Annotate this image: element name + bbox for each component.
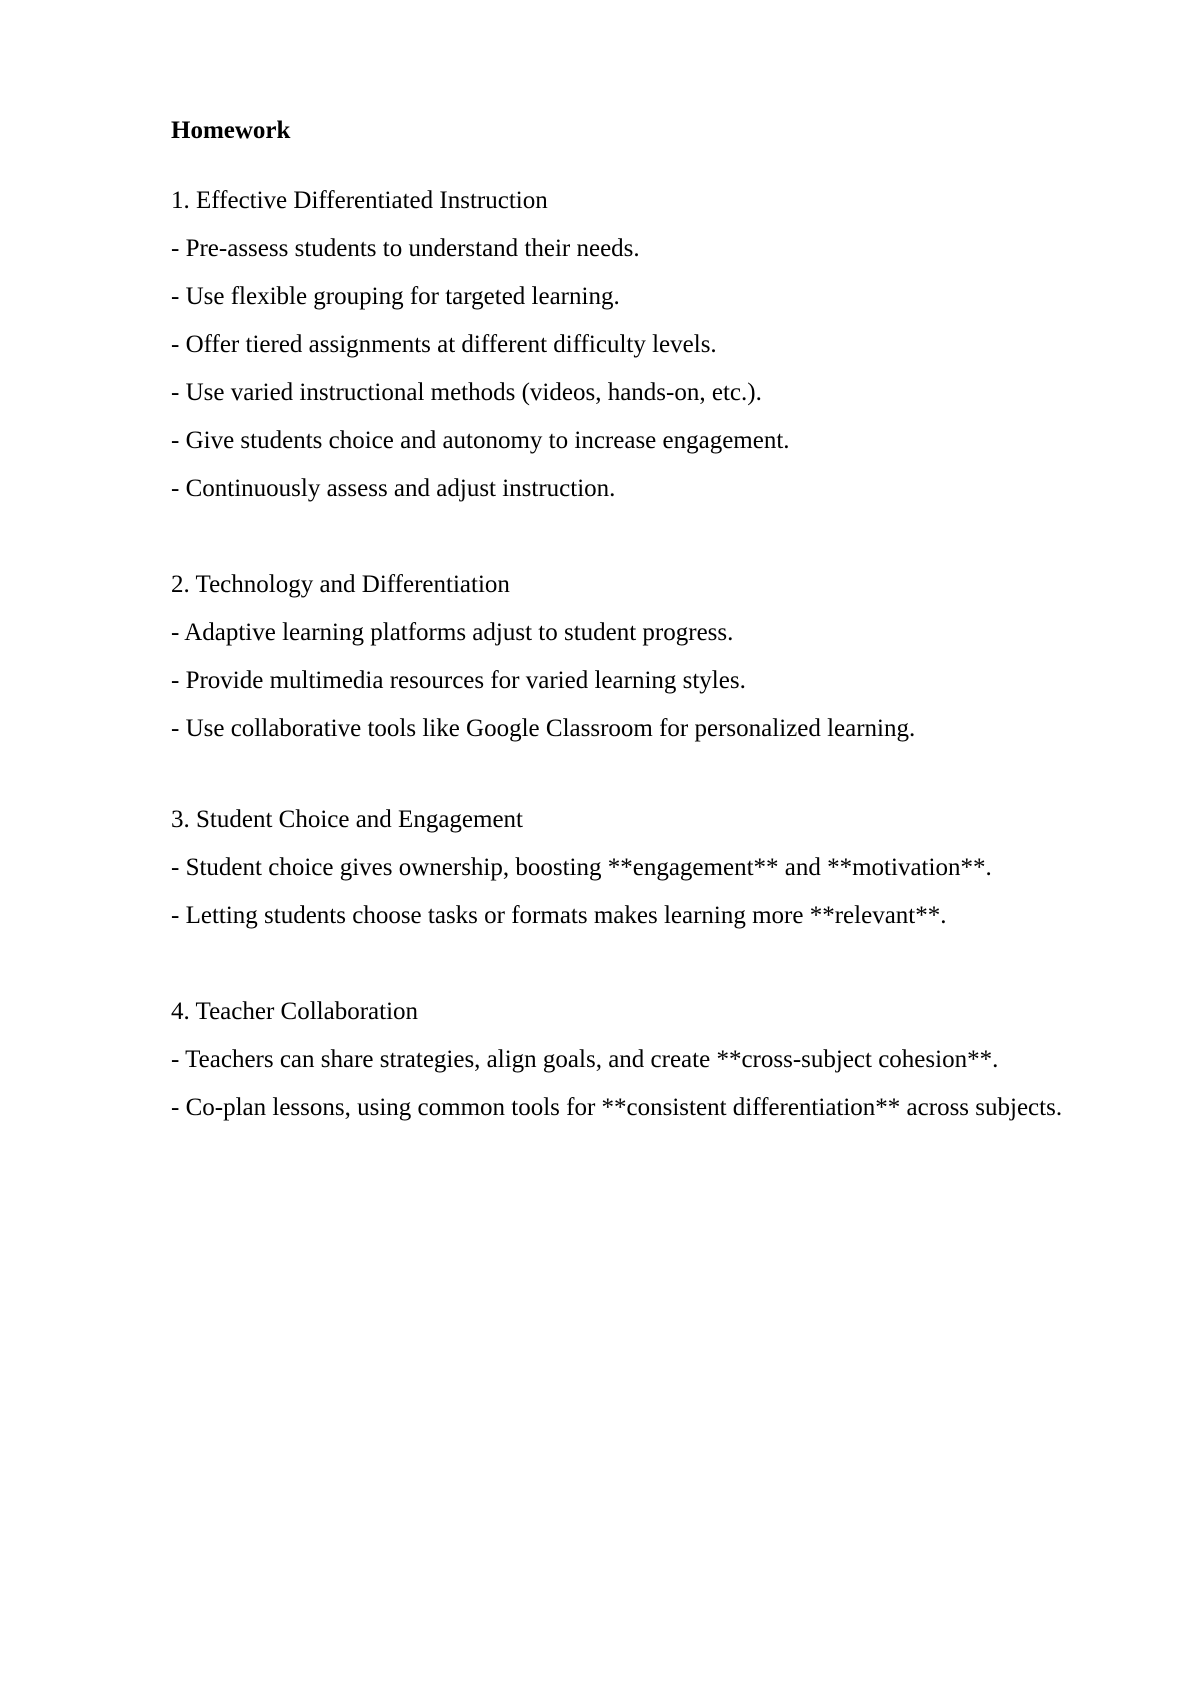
section-heading: 3. Student Choice and Engagement [171, 806, 524, 833]
list-item: - Adaptive learning platforms adjust to student progress. [171, 619, 734, 646]
document-title: Homework [171, 117, 291, 144]
list-item: - Continuously assess and adjust instruction. [171, 475, 616, 502]
list-item: - Co-plan lessons, using common tools for **consistent differentiation** across subjects. [171, 1094, 1063, 1121]
list-item: - Offer tiered assignments at different difficulty levels. [171, 331, 717, 358]
section-heading: 4. Teacher Collaboration [171, 998, 419, 1025]
list-item: - Teachers can share strategies, align goals, and create **cross-subject cohesion**. [171, 1046, 999, 1073]
list-item: - Use flexible grouping for targeted learning. [171, 283, 620, 310]
section-heading: 1. Effective Differentiated Instruction [171, 187, 548, 214]
list-item: - Use collaborative tools like Google Classroom for personalized learning. [171, 715, 916, 742]
list-item: - Use varied instructional methods (videos, hands-on, etc.). [171, 379, 762, 406]
list-item: - Student choice gives ownership, boosting **engagement** and **motivation**. [171, 854, 992, 881]
list-item: - Letting students choose tasks or formats makes learning more **relevant**. [171, 902, 947, 929]
section-heading: 2. Technology and Differentiation [171, 571, 510, 598]
list-item: - Provide multimedia resources for varied learning styles. [171, 667, 746, 694]
list-item: - Pre-assess students to understand their needs. [171, 235, 640, 262]
list-item: - Give students choice and autonomy to increase engagement. [171, 427, 790, 454]
